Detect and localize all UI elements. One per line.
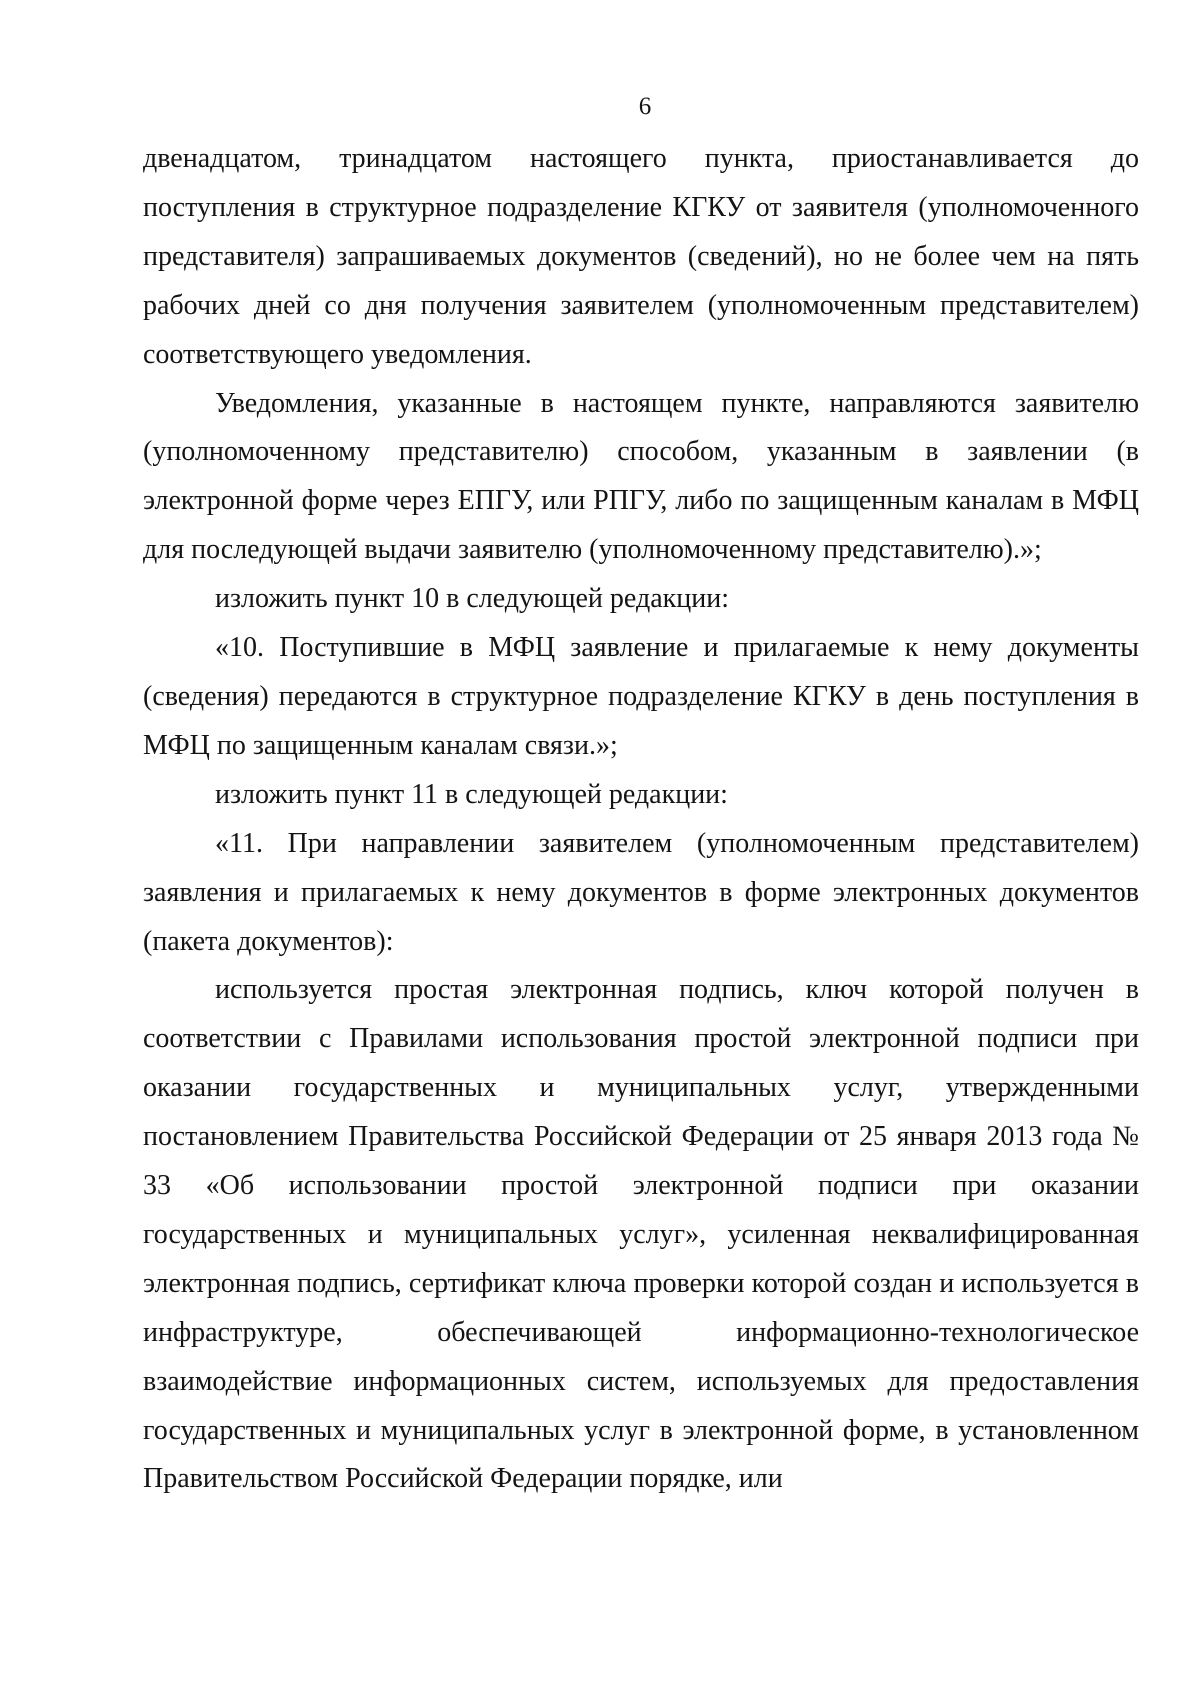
paragraph-point-11: «11. При направлении заявителем (уполномоченным представителем) заявления и прилагаемых к нему документов в форме электронных документов (пакета документов): (143, 827, 1139, 957)
paragraph-amend-point-11: изложить пункт 11 в следующей редакции: (215, 778, 728, 810)
page-number: 6 (638, 93, 652, 120)
paragraph-continuation: двенадцатом, тринадцатом настоящего пункта, приостанавливается до поступления в структурное подразделение КГКУ от заявителя (уполномоченного представителя) запрашиваемых документов (сведений), но не более чем на пять рабочих дней со дня получения заявителем (уполномоченным представителем) соответствующего уведомления. (143, 143, 1139, 370)
paragraph-point-10: «10. Поступившие в МФЦ заявление и прилагаемые к нему документы (сведения) передаются в структурное подразделение КГКУ в день поступления в МФЦ по защищенным каналам связи.»; (143, 632, 1139, 761)
document-body (143, 135, 1139, 1504)
paragraph-notifications: Уведомления, указанные в настоящем пункте, направляются заявителю (уполномоченному представителю) способом, указанным в заявлении (в электронной форме через ЕПГУ, или РПГУ, либо по защищенным каналам в МФЦ для последующей выдачи заявителю (уполномоченному представителю).»; (143, 387, 1139, 566)
paragraph-electronic-signature: используется простая электронная подпись, ключ которой получен в соответствии с Правилами использования простой электронной подписи при оказании государственных и муниципальных услуг, утвержденными постановлением Правительства Российской Федерации от 25 января 2013 года № 33 «Об использовании простой электронной подписи при оказании государственных и муниципальных услуг», усиленная неквалифицированная электронная подпись, сертификат ключа проверки которой создан и используется в инфраструктуре, обеспечивающей информационно-технологическое взаимодействие информационных систем, используемых для предоставления государственных и муниципальных услуг в электронной форме, в установленном Правительством Российской Федерации порядке, или (143, 974, 1139, 1495)
paragraph-amend-point-10: изложить пункт 10 в следующей редакции: (215, 583, 729, 615)
